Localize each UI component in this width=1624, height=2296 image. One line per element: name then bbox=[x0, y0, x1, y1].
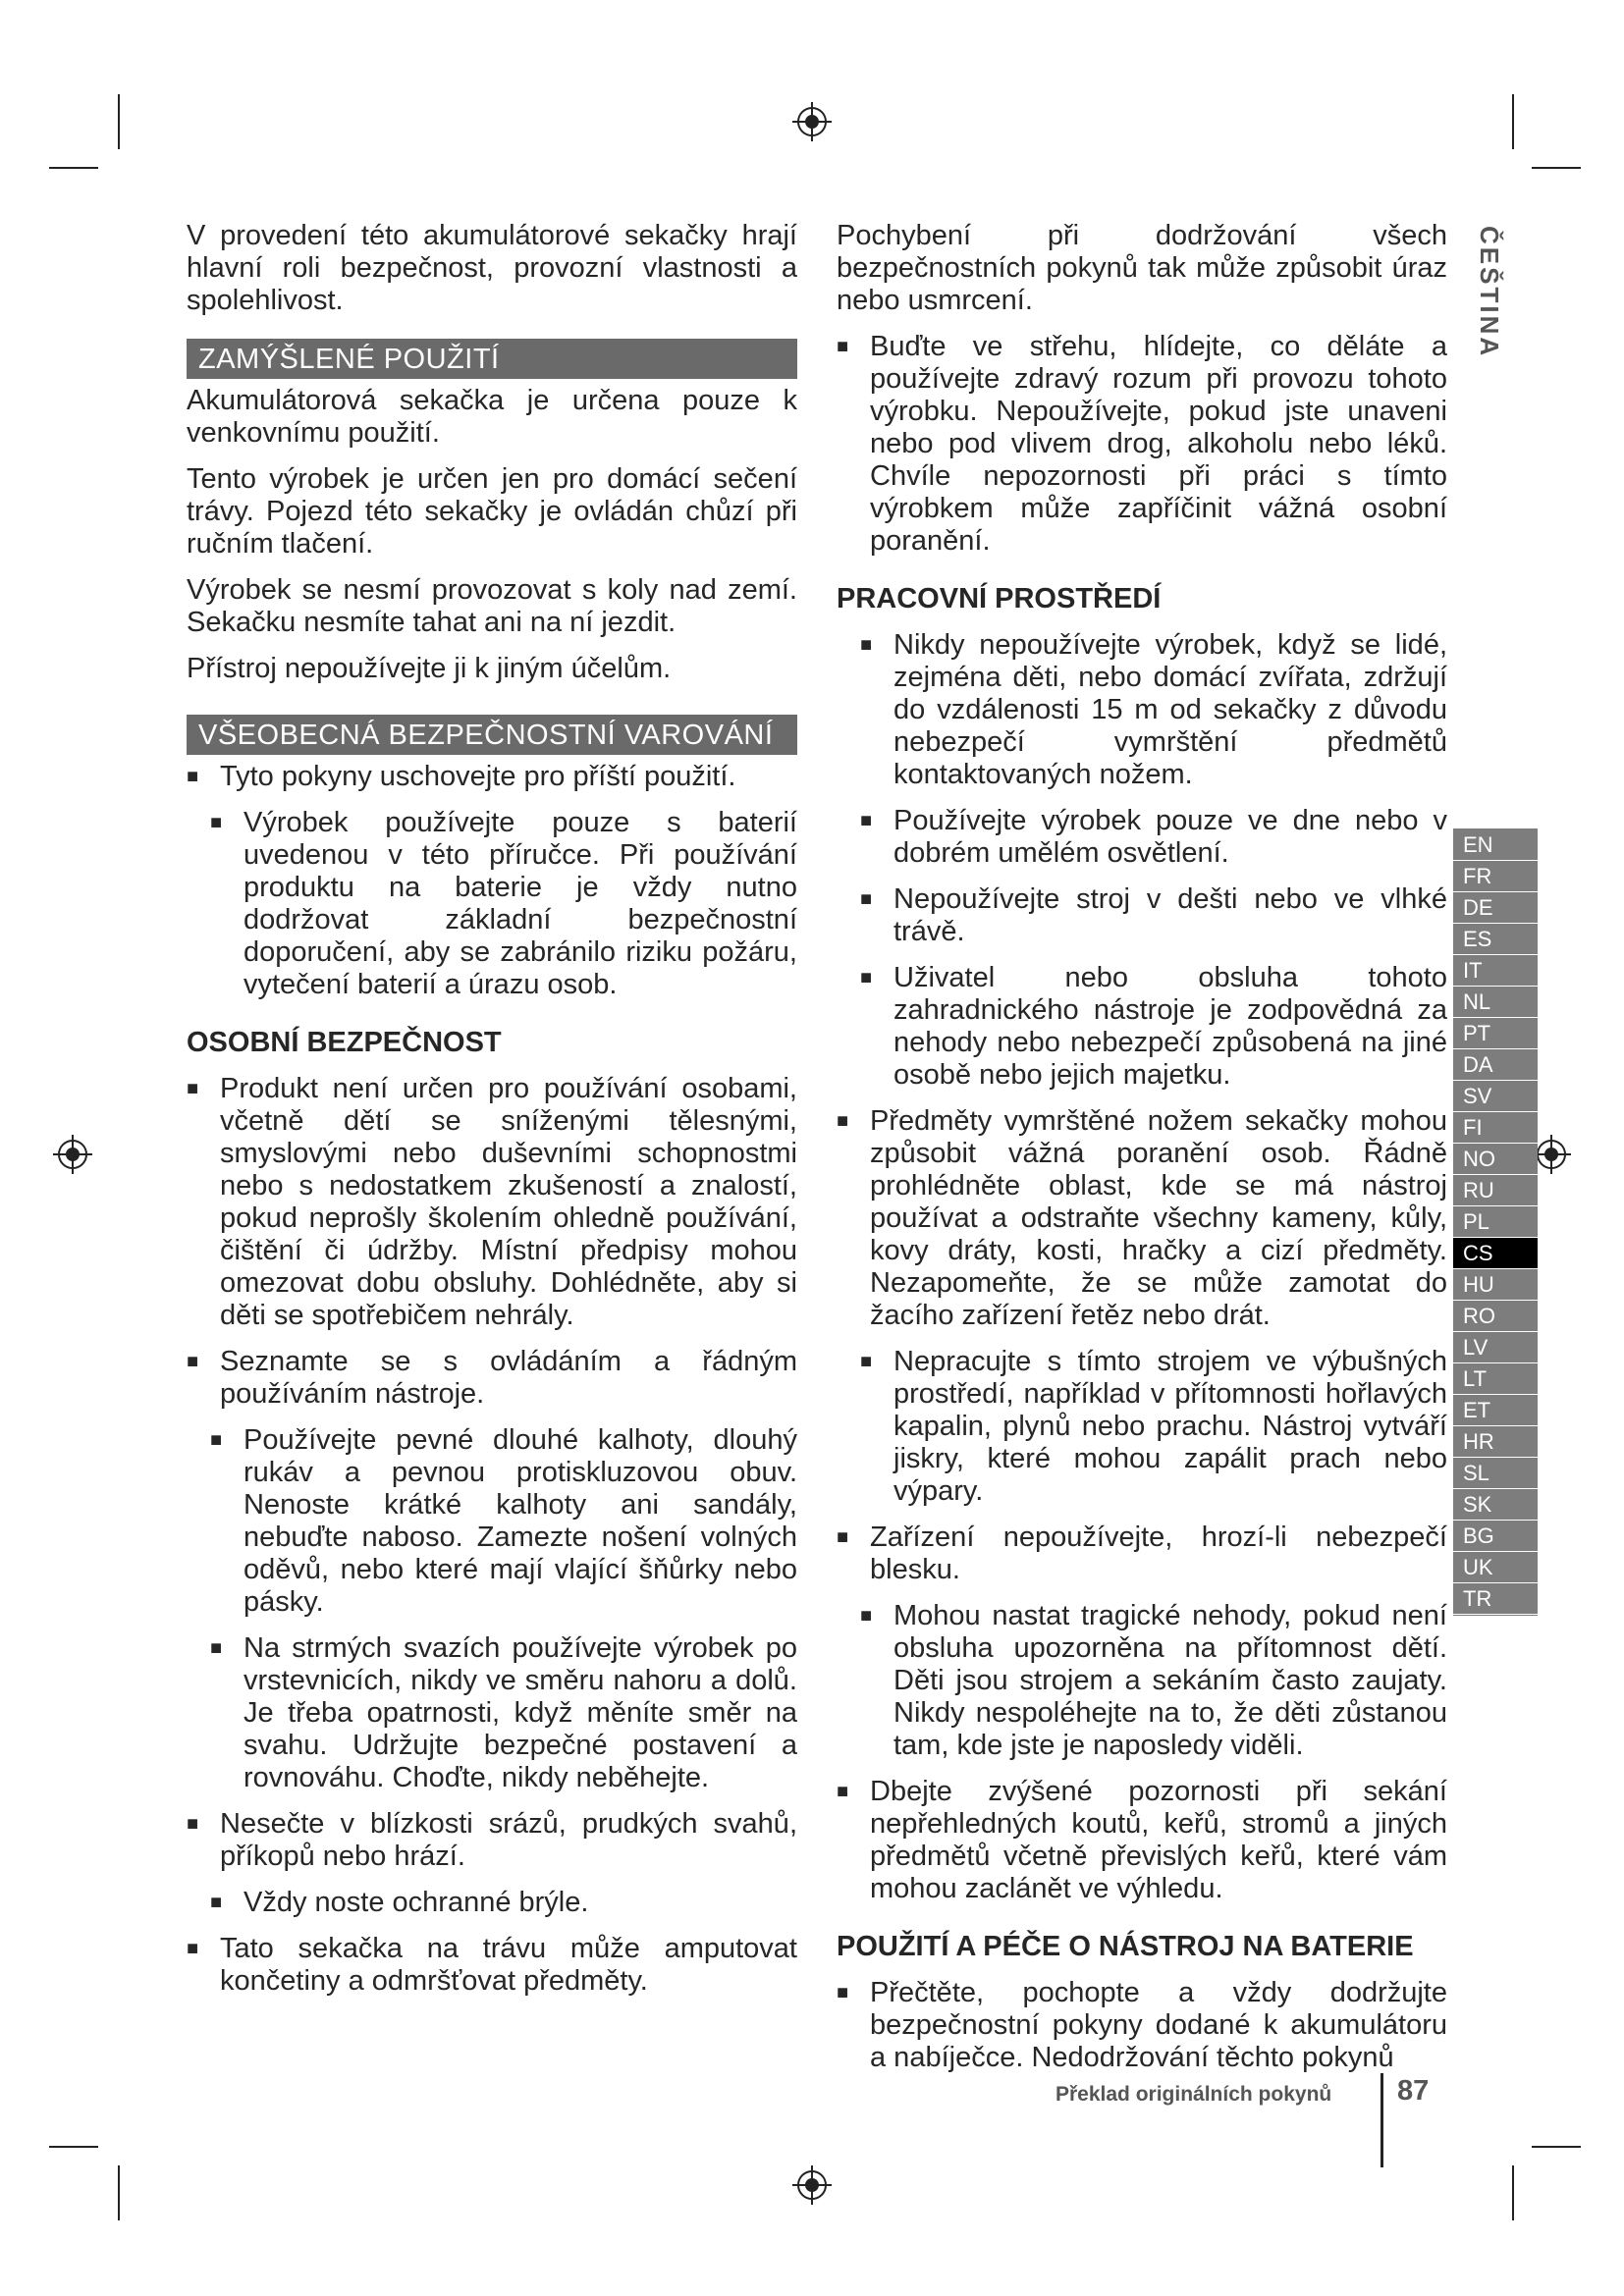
paragraph: Tento výrobek je určen jen pro domácí sečení trávy. Pojezd této sekačky je ovládán chůzí při ručním tlačení. bbox=[187, 463, 797, 560]
crop-mark bbox=[1512, 2165, 1514, 2220]
bullet-icon: ■ bbox=[837, 336, 849, 357]
crop-mark bbox=[49, 2146, 98, 2148]
section-title-personal-safety: OSOBNÍ BEZPEČNOST bbox=[187, 1027, 502, 1058]
registration-mark-icon bbox=[792, 102, 832, 141]
crop-mark bbox=[49, 167, 98, 169]
language-tab-no[interactable]: NO bbox=[1453, 1144, 1538, 1175]
language-tab-ro[interactable]: RO bbox=[1453, 1301, 1538, 1332]
language-tab-sk[interactable]: SK bbox=[1453, 1489, 1538, 1521]
bullet-icon: ■ bbox=[837, 1781, 849, 1802]
list-item: ■ Tyto pokyny uschovejte pro příští použití. bbox=[187, 761, 736, 792]
bullet-icon: ■ bbox=[837, 1110, 849, 1132]
section-title-general-safety: VŠEOBECNÁ BEZPEČNOSTNÍ VAROVÁNÍ bbox=[187, 715, 797, 755]
list-item: ■ Nepracujte s tímto strojem ve výbušných prostředí, například v přítomnosti hořlavých kapalin, plynů nebo prachu. Nástroj vytváří jiskry, které mohou zapálit prach nebo výpary. bbox=[860, 1346, 1447, 1507]
registration-mark-icon bbox=[792, 2165, 832, 2205]
language-tab-bg[interactable]: BG bbox=[1453, 1521, 1538, 1552]
footer-divider bbox=[1380, 2073, 1383, 2167]
crop-mark bbox=[1532, 167, 1581, 169]
right-column bbox=[837, 220, 1447, 2088]
paragraph: Přístroj nepoužívejte ji k jiným účelům. bbox=[187, 653, 672, 684]
crop-mark bbox=[1512, 94, 1514, 149]
language-tab-sv[interactable]: SV bbox=[1453, 1081, 1538, 1112]
list-item: ■ Předměty vymrštěné nožem sekačky mohou způsobit vážná poranění osob. Řádně prohlédněte oblast, kde se má nástroj používat a odstraňte všechny kameny, kůly, kovy dráty, kosti, hračky a cizí předměty. Nezapomeňte, že se může zamotat do žacího zařízení řetěz nebo drát. bbox=[837, 1105, 1447, 1331]
bullet-icon: ■ bbox=[210, 1637, 223, 1659]
language-tab-tr[interactable]: TR bbox=[1453, 1583, 1538, 1615]
left-column bbox=[187, 220, 797, 2011]
language-tab-pl[interactable]: PL bbox=[1453, 1206, 1538, 1238]
crop-mark bbox=[118, 94, 120, 149]
paragraph: Akumulátorová sekačka je určena pouze k venkovnímu použití. bbox=[187, 385, 797, 449]
bullet-icon: ■ bbox=[187, 1351, 199, 1372]
intro-paragraph: Pochybení při dodržování všech bezpečnostních pokynů tak může způsobit úraz nebo usmrcení. bbox=[837, 220, 1447, 316]
list-item: ■ Na strmých svazích používejte výrobek po vrstevnicích, nikdy ve směru nahoru a dolů. Je třeba opatrnosti, když měníte směr na svahu. Udržujte bezpečné postavení a rovnováhu. Choďte, nikdy neběhejte. bbox=[210, 1632, 797, 1793]
page-number: 87 bbox=[1397, 2075, 1430, 2107]
list-item: ■ Výrobek používejte pouze s baterií uvedenou v této příručce. Při používání produktu na baterie je vždy nutno dodržovat základní bezpečnostní doporučení, aby se zabránilo riziku požáru, vytečení baterií a úrazu osob. bbox=[210, 807, 797, 1000]
language-tab-cs[interactable]: CS bbox=[1453, 1238, 1538, 1269]
paragraph: Výrobek se nesmí provozovat s koly nad zemí. Sekačku nesmíte tahat ani na ní jezdit. bbox=[187, 574, 797, 638]
bullet-icon: ■ bbox=[860, 1605, 873, 1627]
bullet-icon: ■ bbox=[860, 888, 873, 910]
language-tab-de[interactable]: DE bbox=[1453, 892, 1538, 924]
list-item: ■ Buďte ve střehu, hlídejte, co děláte a používejte zdravý rozum při provozu tohoto výrobku. Nepoužívejte, pokud jste unaveni nebo pod vlivem drog, alkoholu nebo léků. Chvíle nepozornosti při práci s tímto výrobkem může zapříčinit vážná osobní poranění. bbox=[837, 331, 1447, 557]
list-item: ■ Uživatel nebo obsluha tohoto zahradnického nástroje je zodpovědná za nehody nebo nebezpečí způsobená na jiné osobě nebo jejich majetku. bbox=[860, 962, 1447, 1091]
language-tab-nl[interactable]: NL bbox=[1453, 987, 1538, 1018]
list-item: ■ Používejte pevné dlouhé kalhoty, dlouhý rukáv a pevnou protiskluzovou obuv. Nenoste krátké kalhoty ani sandály, nebuďte naboso. Zamezte nošení volných oděvů, nebo které mají vlající šňůrky nebo pásky. bbox=[210, 1424, 797, 1618]
bullet-icon: ■ bbox=[187, 766, 199, 787]
bullet-icon: ■ bbox=[210, 812, 223, 833]
bullet-icon: ■ bbox=[837, 1526, 849, 1548]
language-tab-strip bbox=[1453, 828, 1538, 1616]
bullet-icon: ■ bbox=[210, 1892, 223, 1913]
language-tab-pt[interactable]: PT bbox=[1453, 1018, 1538, 1049]
list-item: ■ Dbejte zvýšené pozornosti při sekání nepřehledných koutů, keřů, stromů a jiných předmětů včetně převislých keřů, které vám mohou zaclánět ve výhledu. bbox=[837, 1776, 1447, 1904]
bullet-icon: ■ bbox=[837, 1982, 849, 2003]
list-item: ■ Produkt není určen pro používání osobami, včetně dětí se sníženými tělesnými, smyslovými nebo duševními schopnostmi nebo s nedostatkem zkušeností a znalostí, pokud neprošly školením ohledně používání, čištění či údržby. Místní předpisy mohou omezovat dobu obsluhy. Dohlédněte, aby si děti se spotřebičem nehrály. bbox=[187, 1073, 797, 1331]
language-tab-sl[interactable]: SL bbox=[1453, 1458, 1538, 1489]
footer-text: Překlad originálních pokynů bbox=[1056, 2083, 1332, 2106]
list-item: ■ Mohou nastat tragické nehody, pokud není obsluha upozorněna na přítomnost dětí. Děti jsou strojem a sekáním často zaujaty. Nikdy nespoléhejte na to, že děti zůstanou tam, kde jste je naposledy viděli. bbox=[860, 1600, 1447, 1761]
language-tab-fr[interactable]: FR bbox=[1453, 861, 1538, 892]
language-tab-es[interactable]: ES bbox=[1453, 924, 1538, 955]
section-title-intended-use: ZAMÝŠLENÉ POUŽITÍ bbox=[187, 339, 797, 379]
bullet-icon: ■ bbox=[187, 1813, 199, 1835]
list-item: ■ Přečtěte, pochopte a vždy dodržujte bezpečnostní pokyny dodané k akumulátoru a nabíječce. Nedodržování těchto pokynů bbox=[837, 1977, 1447, 2073]
intro-paragraph: V provedení této akumulátorové sekačky hrají hlavní roli bezpečnost, provozní vlastnosti a spolehlivost. bbox=[187, 220, 797, 316]
bullet-icon: ■ bbox=[860, 967, 873, 988]
language-tab-lv[interactable]: LV bbox=[1453, 1332, 1538, 1363]
list-item: ■ Nikdy nepoužívejte výrobek, když se lidé, zejména děti, nebo domácí zvířata, zdržují do vzdálenosti 15 m od sekačky z důvodu nebezpečí vymrštění předmětů kontaktovaných nožem. bbox=[860, 629, 1447, 790]
language-tab-et[interactable]: ET bbox=[1453, 1395, 1538, 1426]
language-tab-lt[interactable]: LT bbox=[1453, 1363, 1538, 1395]
language-tab-en[interactable]: EN bbox=[1453, 829, 1538, 861]
bullet-icon: ■ bbox=[187, 1938, 199, 1959]
crop-mark bbox=[118, 2165, 120, 2220]
language-tab-it[interactable]: IT bbox=[1453, 955, 1538, 987]
language-tab-fi[interactable]: FI bbox=[1453, 1112, 1538, 1144]
bullet-icon: ■ bbox=[860, 810, 873, 831]
list-item: ■ Zařízení nepoužívejte, hrozí-li nebezpečí blesku. bbox=[837, 1522, 1447, 1585]
list-item: ■ Vždy noste ochranné brýle. bbox=[210, 1887, 589, 1918]
bullet-icon: ■ bbox=[860, 1351, 873, 1372]
crop-mark bbox=[1532, 2146, 1581, 2148]
language-side-label: ČEŠTINA bbox=[1475, 226, 1504, 359]
list-item: ■ Seznamte se s ovládáním a řádným používáním nástroje. bbox=[187, 1346, 797, 1410]
language-tab-da[interactable]: DA bbox=[1453, 1049, 1538, 1081]
list-item: ■ Používejte výrobek pouze ve dne nebo v dobrém umělém osvětlení. bbox=[860, 805, 1447, 869]
language-tab-hr[interactable]: HR bbox=[1453, 1426, 1538, 1458]
list-item: ■ Nepoužívejte stroj v dešti nebo ve vlhké trávě. bbox=[860, 883, 1447, 947]
section-title-battery-tool-use: POUŽITÍ A PÉČE O NÁSTROJ NA BATERIE bbox=[837, 1931, 1414, 1962]
registration-mark-icon bbox=[1532, 1135, 1571, 1174]
registration-mark-icon bbox=[53, 1135, 92, 1174]
language-tab-uk[interactable]: UK bbox=[1453, 1552, 1538, 1583]
bullet-icon: ■ bbox=[187, 1078, 199, 1099]
bullet-icon: ■ bbox=[210, 1429, 223, 1451]
list-item: ■ Nesečte v blízkosti srázů, prudkých svahů, příkopů nebo hrází. bbox=[187, 1808, 797, 1872]
section-title-work-area: PRACOVNÍ PROSTŘEDÍ bbox=[837, 583, 1162, 614]
language-tab-hu[interactable]: HU bbox=[1453, 1269, 1538, 1301]
list-item: ■ Tato sekačka na trávu může amputovat končetiny a odmršťovat předměty. bbox=[187, 1933, 797, 1997]
language-tab-ru[interactable]: RU bbox=[1453, 1175, 1538, 1206]
bullet-icon: ■ bbox=[860, 634, 873, 656]
